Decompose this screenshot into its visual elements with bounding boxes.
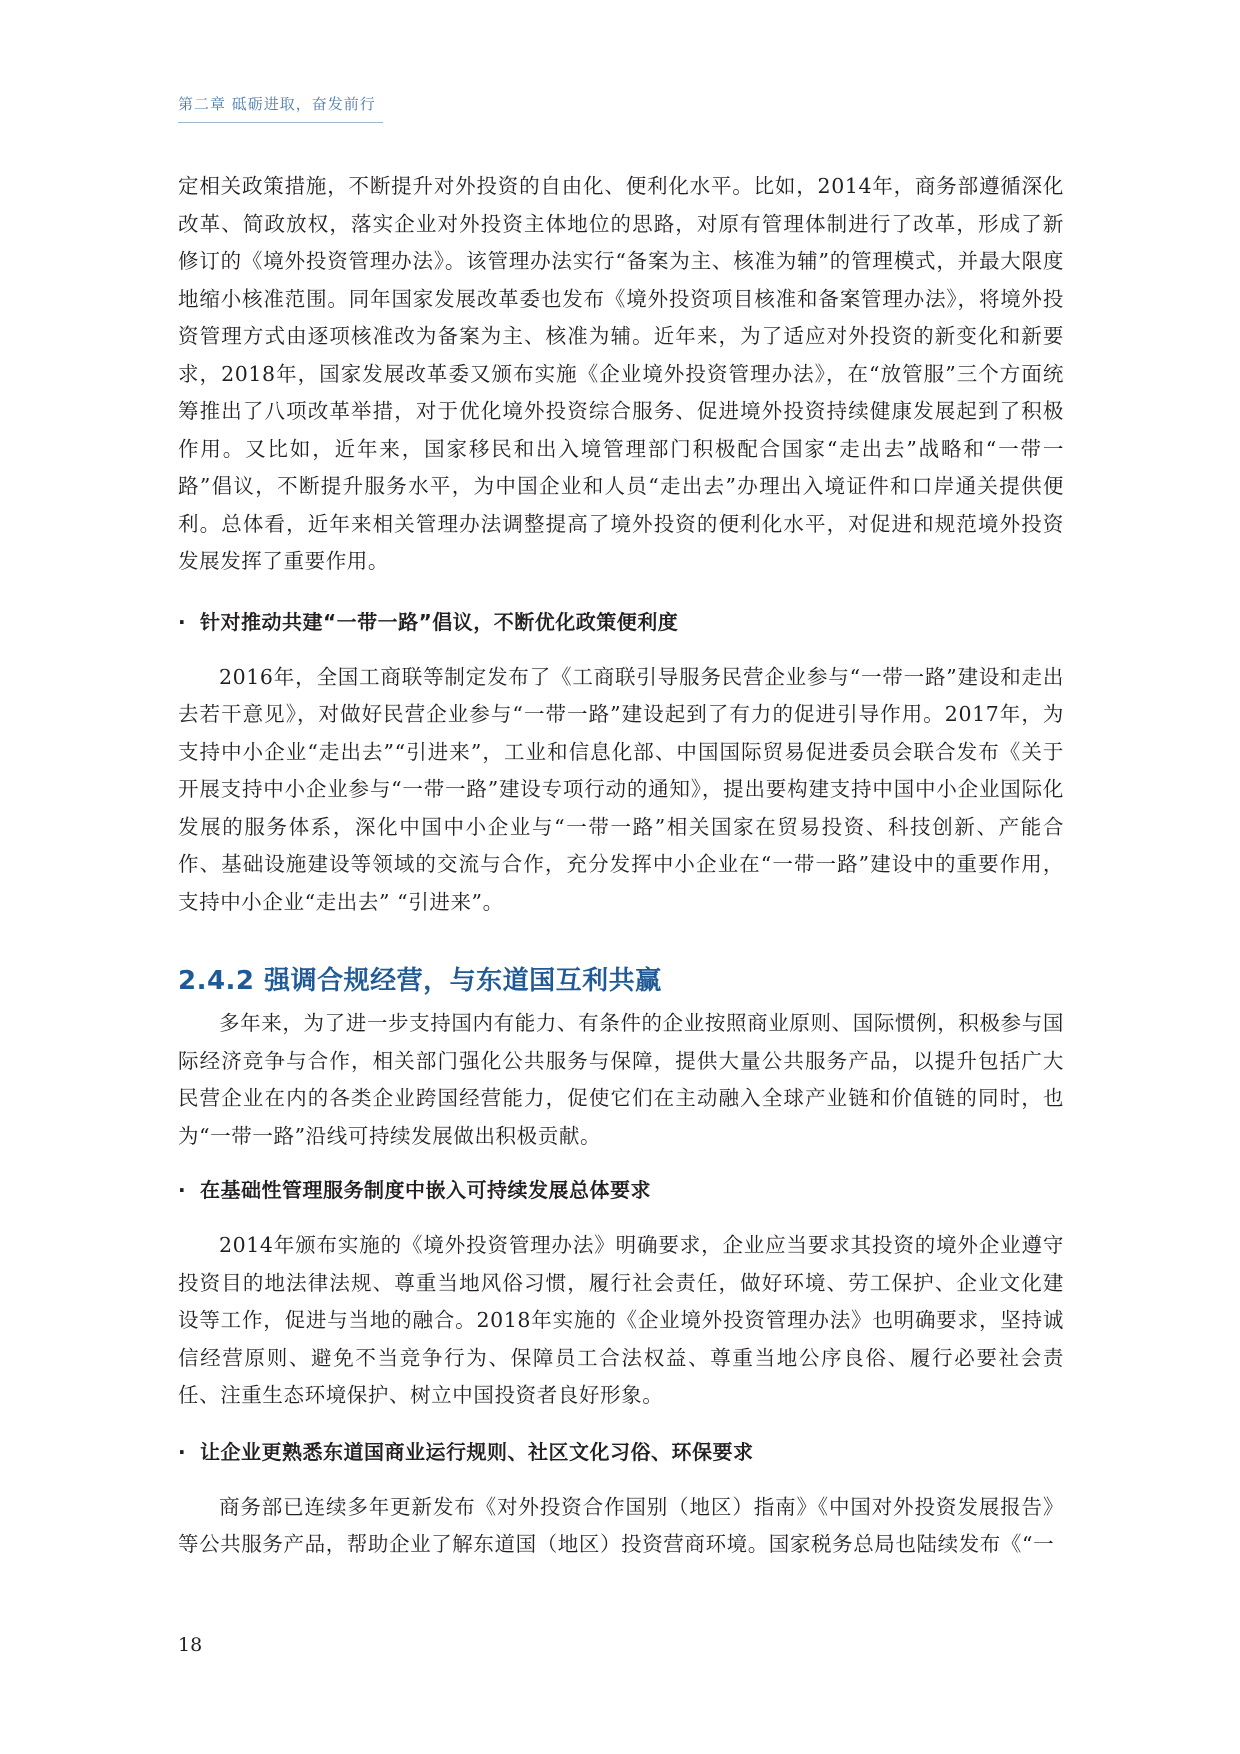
bullet-heading-1-text: 针对推动共建“一带一路”倡议，不断优化政策便利度 [200,609,679,634]
paragraph-5: 商务部已连续多年更新发布《对外投资合作国别（地区）指南》《中国对外投资发展报告》等公共服务产品，帮助企业了解东道国（地区）投资营商环境。国家税务总局也陆续发布《“一 [178,1494,1064,1556]
bullet-heading-2-text: 在基础性管理服务制度中嵌入可持续发展总体要求 [200,1178,651,1202]
paragraph-4: 2014年颁布实施的《境外投资管理办法》明确要求，企业应当要求其投资的境外企业遵守投资目的地法律法规、尊重当地风俗习惯，履行社会责任，做好环境、劳工保护、企业文化建设等工作，促进与当地的融合。2018年实施的《企业境外投资管理办法》也明确要求，坚持诚信经营原则、避免不当竞争行为、保障员工合法权益、尊重当地公序良俗、履行必要社会责任、注重生态环境保护、树立中国投资者良好形象。 [178,1233,1064,1407]
paragraph-3: 多年来，为了进一步支持国内有能力、有条件的企业按照商业原则、国际惯例，积极参与国际经济竞争与合作，相关部门强化公共服务与保障，提供大量公共服务产品，以提升包括广大民营企业在内的各类企业跨国经营能力，促使它们在主动融入全球产业链和价值链的同时，也为“一带一路”沿线可持续发展做出积极贡献。 [178,1011,1064,1148]
page-body [178,168,1064,1564]
chapter-header: 第二章 砥砺进取，奋发前行 [178,95,376,113]
bullet-dot: · [178,1439,187,1464]
page-number: 18 [178,1634,203,1656]
bullet-dot: · [178,609,187,634]
bullet-heading-3 [178,1437,1064,1467]
bullet-heading-2 [178,1175,1064,1205]
section-title: 2.4.2 强调合规经营，与东道国互利共赢 [178,966,662,996]
bullet-heading-1 [178,607,1064,637]
bullet-heading-3-text: 让企业更熟悉东道国商业运行规则、社区文化习俗、环保要求 [200,1439,754,1464]
header-divider [178,122,383,123]
paragraph-2: 2016年，全国工商联等制定发布了《工商联引导服务民营企业参与“一带一路”建设和走出去若干意见》，对做好民营企业参与“一带一路”建设起到了有力的促进引导作用。2017年，为支持中小企业“走出去”“引进来”，工业和信息化部、中国国际贸易促进委员会联合发布《关于开展支持中小企业参与“一带一路”建设专项行动的通知》，提出要构建支持中国中小企业国际化发展的服务体系，深化中国中小企业与“一带一路”相关国家在贸易投资、科技创新、产能合作、基础设施建设等领域的交流与合作，充分发挥中小企业在“一带一路”建设中的重要作用，支持中小企业“走出去” “引进来”。 [178,664,1064,914]
paragraph-1: 定相关政策措施，不断提升对外投资的自由化、便利化水平。比如，2014年，商务部遵循深化改革、简政放权，落实企业对外投资主体地位的思路，对原有管理体制进行了改革，形成了新修订的《境外投资管理办法》。该管理办法实行“备案为主、核准为辅”的管理模式，并最大限度地缩小核准范围。同年国家发展改革委也发布《境外投资项目核准和备案管理办法》，将境外投资管理方式由逐项核准改为备案为主、核准为辅。近年来，为了适应对外投资的新变化和新要求，2018年，国家发展改革委又颁布实施《企业境外投资管理办法》，在“放管服”三个方面统筹推出了八项改革举措，对于优化境外投资综合服务、促进境外投资持续健康发展起到了积极作用。又比如，近年来，国家移民和出入境管理部门积极配合国家“走出去”战略和“一带一路”倡议，不断提升服务水平，为中国企业和人员“走出去”办理出入境证件和口岸通关提供便利。总体看，近年来相关管理办法调整提高了境外投资的便利化水平，对促进和规范境外投资发展发挥了重要作用。 [178,174,1064,573]
bullet-dot: · [178,1178,187,1202]
